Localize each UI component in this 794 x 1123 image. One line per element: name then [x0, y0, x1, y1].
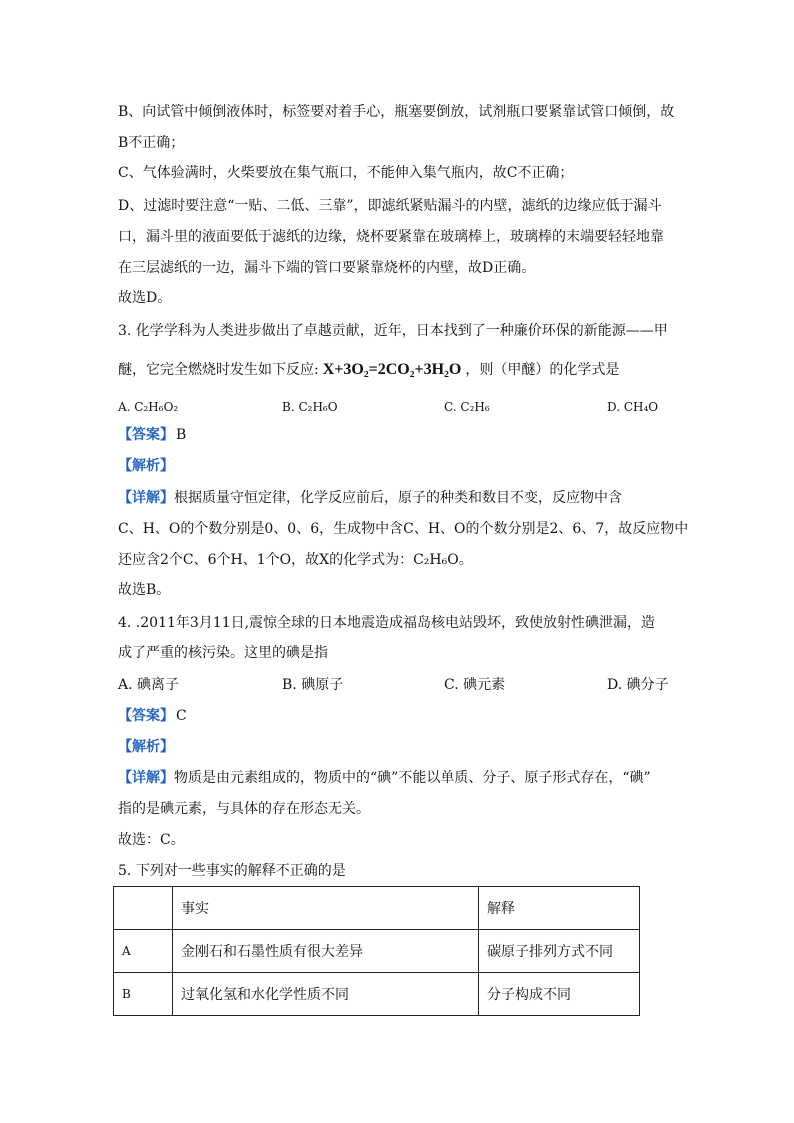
table-cell-explanation: 碳原子排列方式不同	[479, 930, 640, 973]
detail-line: 还应含2个C、6个H、1个O，故X的化学式为：C₂H₆O。	[118, 552, 473, 568]
option-a: A. 碘离子	[118, 677, 180, 693]
option-b: B. 碘原子	[282, 677, 344, 693]
table-cell-explanation: 分子构成不同	[479, 973, 640, 1016]
choice-line: 故选D。	[118, 290, 172, 306]
table-row	[114, 930, 640, 973]
question-stem	[118, 360, 619, 380]
question-stem: 4. .2011年3月11日,震惊全球的日本地震造成福岛核电站毁坏，致使放射性碘泄漏，造	[118, 615, 656, 631]
question-stem: 成了严重的核污染。这里的碘是指	[118, 645, 328, 661]
table-cell	[114, 887, 173, 930]
stem-text: ，则（甲醚）的化学式是	[465, 362, 620, 378]
option-c: C. C₂H₆	[444, 400, 490, 414]
stem-text: 醚，它完全燃烧时发生如下反应:	[118, 362, 319, 378]
option-a: A. C₂H₆O₂	[118, 400, 179, 414]
analysis-tag: 【解析】	[118, 458, 174, 474]
detail-line: C、H、O的个数分别是0、0、6，生成物中含C、H、O的个数分别是2、6、7，故反应物中	[118, 521, 689, 537]
answer-tag: 【答案】	[118, 708, 174, 724]
fact-table	[113, 886, 640, 1016]
table-cell-fact: 金刚石和石墨性质有很大差异	[173, 930, 479, 973]
text-line: D、过滤时要注意“一贴、二低、三靠”，即滤纸紧贴漏斗的内壁，滤纸的边缘应低于漏斗	[118, 198, 662, 214]
detail-line: 指的是碘元素，与具体的存在形态无关。	[118, 801, 370, 817]
choice-line: 故选B。	[118, 582, 171, 598]
table-header-explanation: 解释	[479, 887, 640, 930]
detail-tag: 【详解】	[118, 770, 174, 786]
text-line: B不正确；	[118, 135, 185, 151]
detail-line	[118, 768, 651, 788]
table-cell-fact: 过氧化氢和水化学性质不同	[173, 973, 479, 1016]
detail-line	[118, 488, 622, 508]
option-d: D. CH₄O	[607, 400, 659, 414]
table-header-row	[114, 887, 640, 930]
analysis-line	[118, 737, 174, 757]
detail-text: 根据质量守恒定律，化学反应前后，原子的种类和数目不变，反应物中含	[174, 490, 622, 506]
answer-line	[118, 706, 187, 726]
text-line: B、向试管中倾倒液体时，标签要对着手心，瓶塞要倒放，试剂瓶口要紧靠试管口倾倒，故	[118, 104, 675, 120]
question-stem: 5. 下列对一些事实的解释不正确的是	[118, 863, 346, 879]
analysis-line	[118, 456, 174, 476]
analysis-tag: 【解析】	[118, 739, 174, 755]
table-cell-label: A	[114, 930, 173, 973]
detail-text: 物质是由元素组成的，物质中的“碘”不能以单质、分子、原子形式存在，“碘”	[174, 770, 651, 786]
text-line: C、气体验满时，火柴要放在集气瓶口，不能伸入集气瓶内，故C不正确；	[118, 165, 574, 181]
choice-line: 故选：C。	[118, 832, 185, 848]
answer-tag: 【答案】	[118, 427, 174, 443]
answer-value: C	[176, 708, 187, 724]
answer-value: B	[176, 427, 187, 443]
table-header-fact: 事实	[173, 887, 479, 930]
table-cell-label: B	[114, 973, 173, 1016]
text-line: 口，漏斗里的液面要低于滤纸的边缘，烧杯要紧靠在玻璃棒上，玻璃棒的末端要轻轻地靠	[118, 229, 664, 245]
answer-line	[118, 425, 186, 445]
reaction-formula: X+3O₂=2CO₂+3H₂O	[322, 361, 462, 378]
option-d: D. 碘分子	[607, 677, 669, 693]
table-row	[114, 973, 640, 1016]
option-c: C. 碘元素	[444, 677, 506, 693]
option-b: B. C₂H₆O	[282, 400, 338, 414]
question-stem: 3. 化学学科为人类进步做出了卓越贡献，近年，日本找到了一种廉价环保的新能源——甲	[118, 323, 668, 339]
detail-tag: 【详解】	[118, 490, 174, 506]
text-line: 在三层滤纸的一边，漏斗下端的管口要紧靠烧杯的内壁，故D正确。	[118, 260, 536, 276]
